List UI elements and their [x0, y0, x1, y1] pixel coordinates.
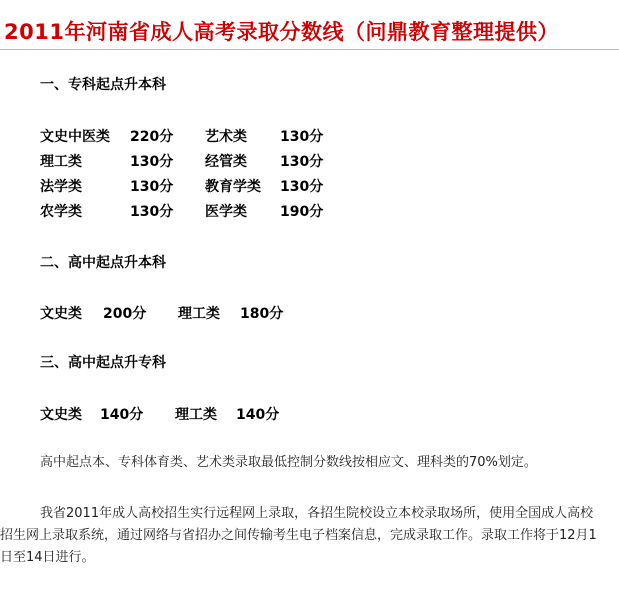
- score-value: 140分: [236, 407, 280, 423]
- score-row: [0, 176, 619, 196]
- note-paragraph: 高中起点本、专科体育类、艺术类录取最低控制分数线按相应文、理科类的70%划定。: [40, 455, 537, 470]
- score-row: [0, 404, 619, 424]
- category-label: 理工类: [178, 306, 220, 322]
- category-label: 艺术类: [205, 129, 247, 145]
- section-heading-gao-sheng-ben: 二、高中起点升本科: [40, 255, 166, 271]
- category-label: 医学类: [205, 204, 247, 220]
- score-value: 130分: [280, 179, 324, 195]
- category-label: 教育学类: [205, 179, 261, 195]
- category-label: 理工类: [175, 407, 217, 423]
- score-value: 140分: [100, 407, 144, 423]
- score-value: 130分: [130, 179, 174, 195]
- score-value: 200分: [103, 306, 147, 322]
- score-value: 180分: [240, 306, 284, 322]
- category-label: 经管类: [205, 154, 247, 170]
- score-value: 130分: [280, 129, 324, 145]
- category-label: 理工类: [40, 154, 82, 170]
- score-row: [0, 303, 619, 323]
- schedule-paragraph-text: 我省2011年成人高校招生实行远程网上录取，各招生院校设立本校录取场所，使用全国成人高校招生网上录取系统，通过网络与省招办之间传输考生电子档案信息，完成录取工作。录取工作将于12月1日至14日进行。: [0, 506, 597, 565]
- category-label: 法学类: [40, 179, 82, 195]
- score-row: [0, 201, 619, 221]
- score-value: 130分: [130, 154, 174, 170]
- title-divider: [0, 49, 619, 50]
- score-value: 190分: [280, 204, 324, 220]
- category-label: 文史类: [40, 306, 82, 322]
- category-label: 文史类: [40, 407, 82, 423]
- schedule-paragraph: [0, 503, 605, 569]
- score-value: 130分: [130, 204, 174, 220]
- section-heading-zhuan-sheng-ben: 一、专科起点升本科: [40, 77, 166, 93]
- category-label: 文史中医类: [40, 129, 110, 145]
- category-label: 农学类: [40, 204, 82, 220]
- score-row: [0, 151, 619, 171]
- score-row: [0, 126, 619, 146]
- score-value: 130分: [280, 154, 324, 170]
- section-heading-gao-sheng-zhuan: 三、高中起点升专科: [40, 355, 166, 371]
- page-title: 2011年河南省成人高考录取分数线（问鼎教育整理提供）: [4, 20, 559, 44]
- score-value: 220分: [130, 129, 174, 145]
